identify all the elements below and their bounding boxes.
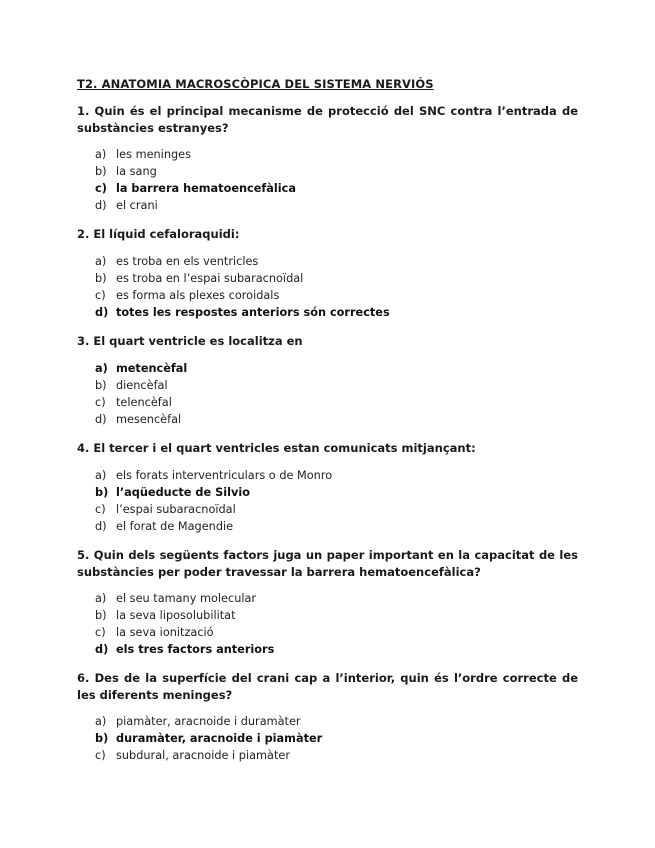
option-text: les meninges <box>116 148 191 161</box>
document-title: T2. ANATOMIA MACROSCÒPICA DEL SISTEMA NERVIÓS <box>77 77 434 91</box>
question-6 <box>77 670 578 764</box>
option-b <box>95 377 578 394</box>
option-letter: b) <box>95 272 107 285</box>
option-letter: a) <box>95 148 107 161</box>
option-b <box>95 607 578 624</box>
option-text: la barrera hematoencefàlica <box>116 182 296 195</box>
question-text: 5. Quin dels següents factors juga un paper important en la capacitat de les substàncies per poder travessar la barrera hematoencefàlica? <box>77 548 578 579</box>
options-list <box>77 467 578 535</box>
options-list <box>77 146 578 214</box>
option-letter: c) <box>95 749 106 762</box>
question-text: 6. Des de la superfície del crani cap a l’interior, quin és l’ordre correcte de les diferents meninges? <box>77 671 578 702</box>
option-letter: c) <box>95 289 106 302</box>
option-text: els forats interventriculars o de Monro <box>116 469 333 482</box>
option-d <box>95 411 578 428</box>
option-text: duramàter, aracnoide i piamàter <box>116 732 323 745</box>
option-a <box>95 713 578 730</box>
option-text: l’espai subaracnoïdal <box>116 503 236 516</box>
option-text: es troba en l’espai subaracnoïdal <box>116 272 304 285</box>
question-text: 4. El tercer i el quart ventricles estan comunicats mitjançant: <box>77 441 476 455</box>
option-letter: d) <box>95 520 107 533</box>
option-a <box>95 590 578 607</box>
option-letter: c) <box>95 626 106 639</box>
option-text: telencèfal <box>116 396 172 409</box>
option-letter: d) <box>95 643 109 656</box>
option-b <box>95 730 578 747</box>
option-text: subdural, aracnoide i piamàter <box>116 749 290 762</box>
option-c <box>95 624 578 641</box>
options-list <box>77 253 578 321</box>
option-letter: d) <box>95 199 107 212</box>
option-c <box>95 287 578 304</box>
option-text: piamàter, aracnoide i duramàter <box>116 715 301 728</box>
option-text: el seu tamany molecular <box>116 592 257 605</box>
option-b <box>95 270 578 287</box>
option-a <box>95 467 578 484</box>
question-text: 2. El líquid cefaloraquidi: <box>77 227 240 241</box>
question-text: 1. Quin és el principal mecanisme de protecció del SNC contra l’entrada de substàncies estranyes? <box>77 104 578 135</box>
option-letter: b) <box>95 379 107 392</box>
option-text: el crani <box>116 199 158 212</box>
option-letter: b) <box>95 609 107 622</box>
option-letter: a) <box>95 469 107 482</box>
option-d <box>95 518 578 535</box>
option-text: es troba en els ventricles <box>116 255 259 268</box>
option-letter: d) <box>95 306 109 319</box>
option-text: metencèfal <box>116 362 188 375</box>
option-letter: b) <box>95 732 109 745</box>
option-text: la seva ionització <box>116 626 214 639</box>
option-text: la sang <box>116 165 157 178</box>
option-b <box>95 484 578 501</box>
question-3 <box>77 333 578 428</box>
option-letter: d) <box>95 413 107 426</box>
option-text: totes les respostes anteriors són correctes <box>116 306 390 319</box>
option-letter: c) <box>95 182 107 195</box>
option-a <box>95 360 578 377</box>
option-text: diencèfal <box>116 379 168 392</box>
option-a <box>95 146 578 163</box>
options-list <box>77 590 578 658</box>
question-1 <box>77 103 578 214</box>
question-5 <box>77 547 578 658</box>
option-letter: b) <box>95 165 107 178</box>
options-list <box>77 713 578 764</box>
option-c <box>95 501 578 518</box>
option-text: la seva liposolubilitat <box>116 609 236 622</box>
option-a <box>95 253 578 270</box>
option-c <box>95 394 578 411</box>
question-2 <box>77 226 578 321</box>
option-text: es forma als plexes coroidals <box>116 289 280 302</box>
option-b <box>95 163 578 180</box>
option-letter: b) <box>95 486 109 499</box>
option-letter: c) <box>95 503 106 516</box>
question-4 <box>77 440 578 535</box>
options-list <box>77 360 578 428</box>
option-d <box>95 641 578 658</box>
option-letter: c) <box>95 396 106 409</box>
option-text: els tres factors anteriors <box>116 643 275 656</box>
question-text: 3. El quart ventricle es localitza en <box>77 334 303 348</box>
option-letter: a) <box>95 592 107 605</box>
option-d <box>95 304 578 321</box>
option-letter: a) <box>95 255 107 268</box>
option-letter: a) <box>95 715 107 728</box>
option-text: l’aqüeducte de Silvio <box>116 486 250 499</box>
option-c <box>95 180 578 197</box>
option-text: mesencèfal <box>116 413 182 426</box>
option-letter: a) <box>95 362 108 375</box>
option-text: el forat de Magendie <box>116 520 234 533</box>
option-c <box>95 747 578 764</box>
option-d <box>95 197 578 214</box>
